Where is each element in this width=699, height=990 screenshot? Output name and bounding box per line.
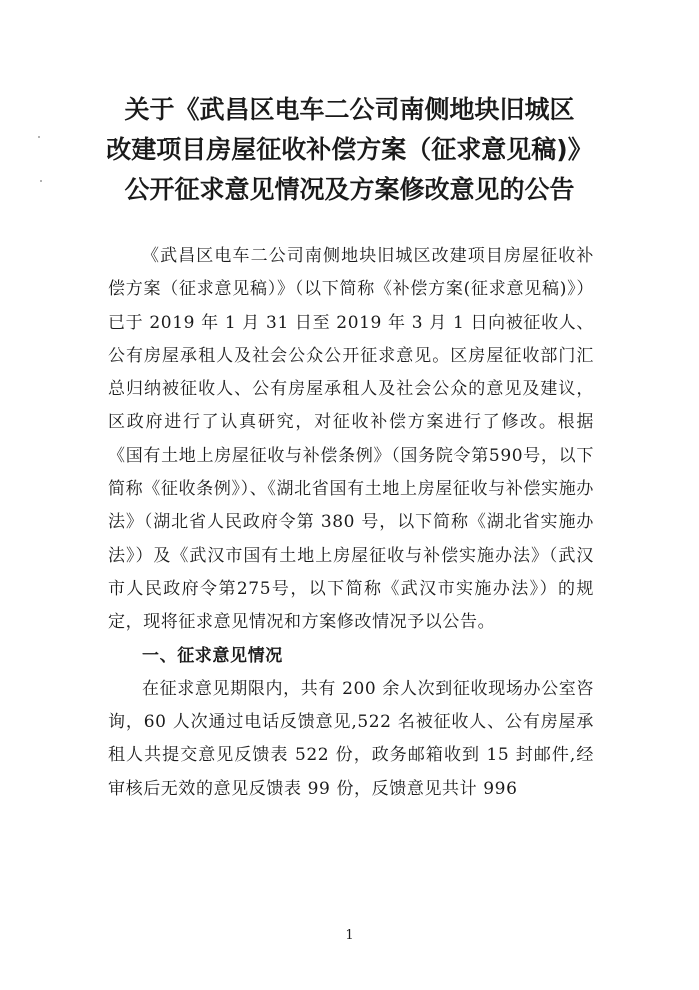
- scan-speck: [40, 180, 42, 182]
- title-line-1: 关于《武昌区电车二公司南侧地块旧城区: [124, 95, 575, 124]
- title-line-2: 改建项目房屋征收补偿方案（征求意见稿)》: [106, 135, 593, 164]
- section-one-heading: 一、征求意见情况: [142, 645, 283, 666]
- title-line-3: 公开征求意见情况及方案修改意见的公告: [124, 175, 575, 204]
- document-body: [108, 240, 594, 806]
- page-number: 1: [345, 928, 354, 943]
- section-one-paragraph: 在征求意见期限内，共有 200 余人次到征收现场办公室咨询，60 人次通过电话反馈意见,522 名被征收人、公有房屋承租人共提交意见反馈表 522 份，政务邮箱收到 15 封邮件,经审核后无效的意见反馈表 99 份，反馈意见共计 996: [108, 678, 594, 799]
- scan-speck: [38, 136, 40, 138]
- document-title: [60, 90, 639, 210]
- intro-paragraph: 《武昌区电车二公司南侧地块旧城区改建项目房屋征收补偿方案（征求意见稿）》（以下简称《补偿方案(征求意见稿)》）已于 2019 年 1 月 31 日至 2019 年 3 月 1 日向被征收人、公有房屋承租人及社会公众公开征求意见。区房屋征收部门汇总归纳被征收人、公有房屋承租人及社会公众的意见及建议，区政府进行了认真研究，对征收补偿方案进行了修改。根据《国有土地上房屋征收与补偿条例》（国务院令第590号，以下简称《征收条例》）、《湖北省国有土地上房屋征收与补偿实施办法》（湖北省人民政府令第 380 号，以下简称《湖北省实施办法》）及《武汉市国有土地上房屋征收与补偿实施办法》（武汉市人民政府令第275号，以下简称《武汉市实施办法》）的规定，现将征求意见情况和方案修改情况予以公告。: [108, 246, 594, 633]
